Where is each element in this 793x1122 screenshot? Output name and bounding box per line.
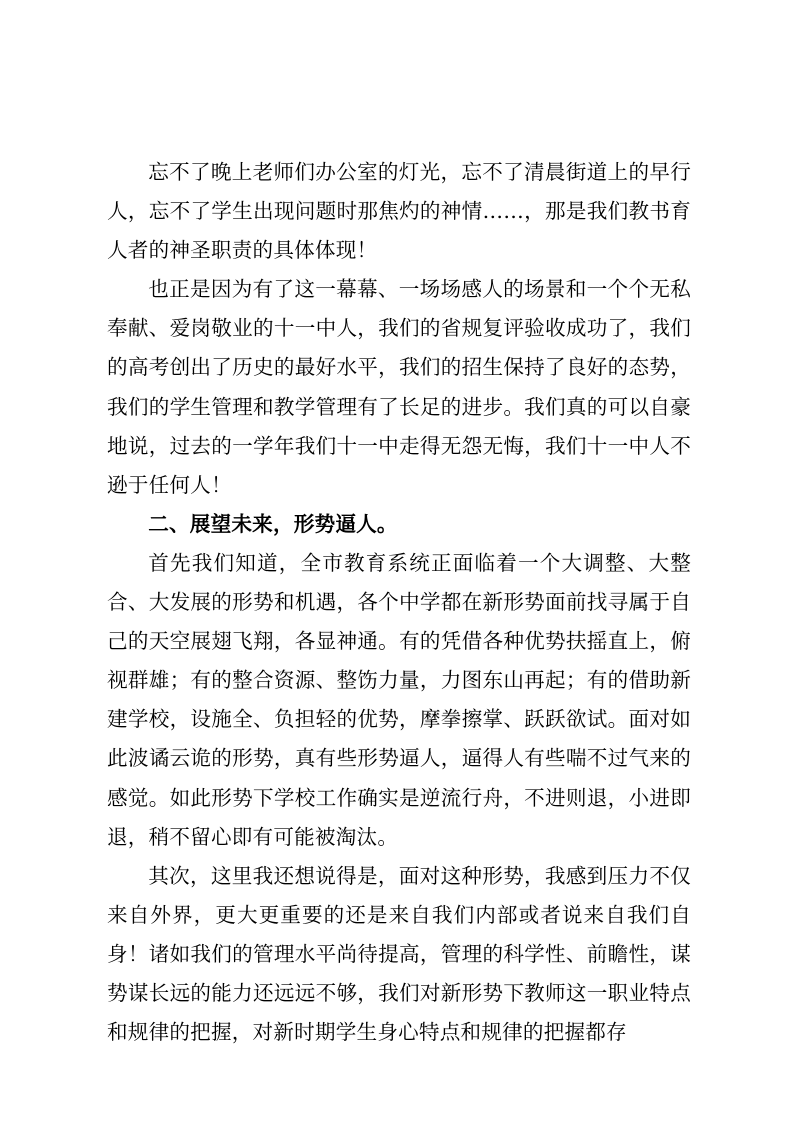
document-body (107, 153, 691, 1052)
paragraph-4: 其次，这里我还想说得是，面对这种形势，我感到压力不仅来自外界，更大更重要的还是来自我们内部或者说来自我们自身！诸如我们的管理水平尚待提高，管理的科学性、前瞻性，谋势谋长远的能力还远远不够，我们对新形势下教师这一职业特点和规律的把握，对新时期学生身心特点和规律的把握都存 (107, 863, 691, 1045)
paragraph-3: 首先我们知道，全市教育系统正面临着一个大调整、大整合、大发展的形势和机遇，各个中学都在新形势面前找寻属于自己的天空展翅飞翔，各显神通。有的凭借各种优势扶摇直上，俯视群雄；有的整合资源、整饬力量，力图东山再起；有的借助新建学校，设施全、负担轻的优势，摩拳擦掌、跃跃欲试。面对如此波谲云诡的形势，真有些形势逼人，逼得人有些喘不过气来的感觉。如此形势下学校工作确实是逆流行舟，不进则退，小进即退，稍不留心即有可能被淘汰。 (107, 550, 691, 849)
section-heading: 二、展望未来，形势逼人。 (148, 511, 398, 536)
paragraph-1: 忘不了晚上老师们办公室的灯光，忘不了清晨街道上的早行人，忘不了学生出现问题时那焦灼的神情……，那是我们教书育人者的神圣职责的具体体现！ (107, 160, 691, 263)
paragraph-2: 也正是因为有了这一幕幕、一场场感人的场景和一个个无私奉献、爱岗敬业的十一中人，我们的省规复评验收成功了，我们的高考创出了历史的最好水平，我们的招生保持了良好的态势，我们的学生管理和教学管理有了长足的进步。我们真的可以自豪地说，过去的一学年我们十一中走得无怨无悔，我们十一中人不逊于任何人！ (107, 277, 691, 497)
